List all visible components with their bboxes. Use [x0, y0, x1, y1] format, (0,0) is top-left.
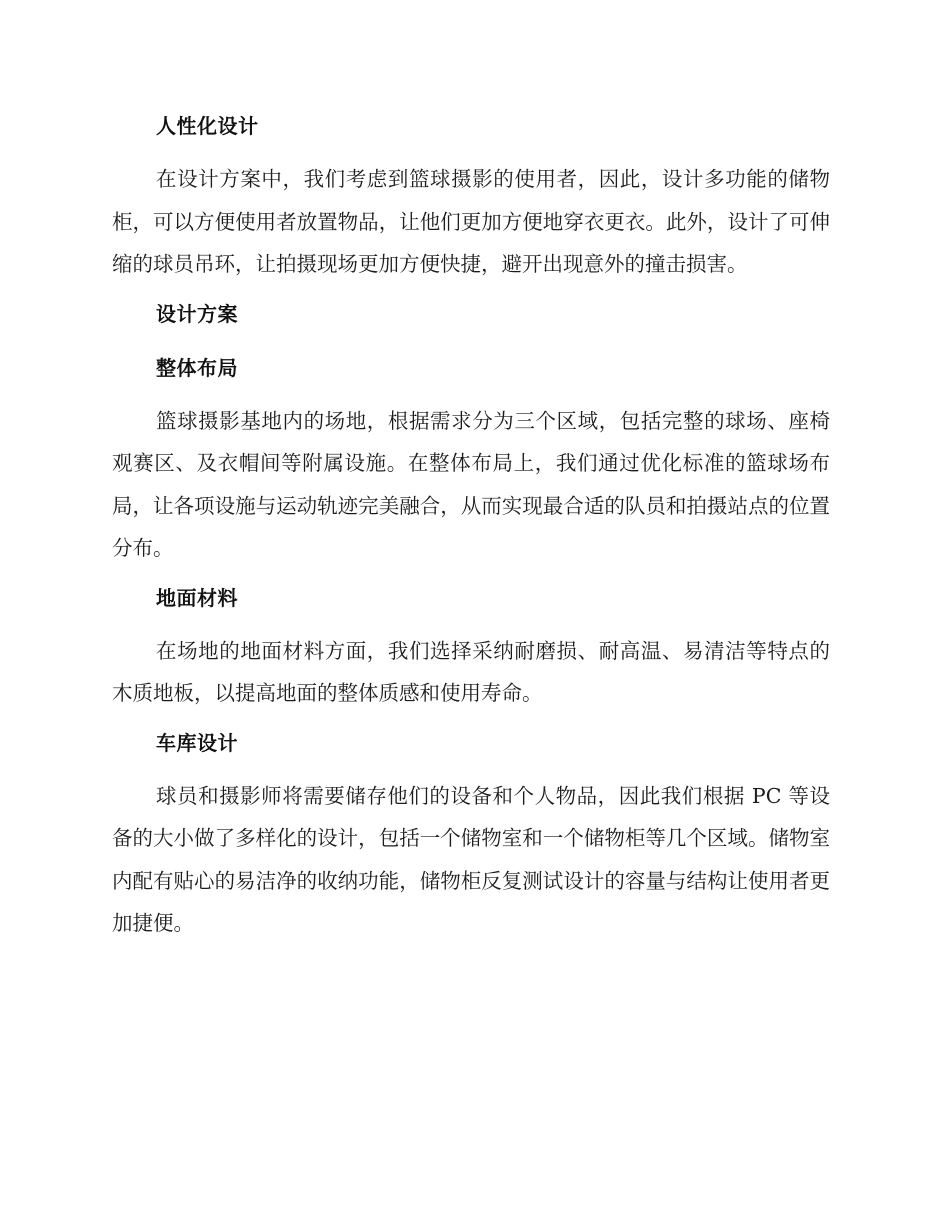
section-paragraph-humanized-design: 在设计方案中，我们考虑到篮球摄影的使用者，因此，设计多功能的储物柜，可以方便使用者放置物品，让他们更加方便地穿衣更衣。此外，设计了可伸缩的球员吊环，让拍摄现场更加方便快捷，避开出现意外的撞击损害。 [112, 167, 830, 276]
section-paragraph-garage-design: 球员和摄影师将需要储存他们的设备和个人物品，因此我们根据 PC 等设备的大小做了多样化的设计，包括一个储物室和一个储物柜等几个区域。储物室内配有贴心的易洁净的收纳功能，储物柜反复测试设计的容量与结构让使用者更加捷便。 [112, 783, 830, 935]
section-paragraph-floor-material: 在场地的地面材料方面，我们选择采纳耐磨损、耐高温、易清洁等特点的木质地板，以提高地面的整体质感和使用寿命。 [112, 638, 830, 705]
section-heading-design-plan: 设计方案 [156, 301, 238, 326]
section-heading-floor-material: 地面材料 [156, 585, 238, 610]
section-paragraph-overall-layout: 篮球摄影基地内的场地，根据需求分为三个区域，包括完整的球场、座椅观赛区、及衣帽间等附属设施。在整体布局上，我们通过优化标准的篮球场布局，让各项设施与运动轨迹完美融合，从而实现最合适的队员和拍摄站点的位置分布。 [112, 408, 830, 560]
section-heading-garage-design: 车库设计 [156, 730, 238, 755]
document-page [112, 110, 830, 945]
section-heading-overall-layout: 整体布局 [156, 355, 238, 380]
section-heading-humanized-design: 人性化设计 [156, 114, 259, 138]
